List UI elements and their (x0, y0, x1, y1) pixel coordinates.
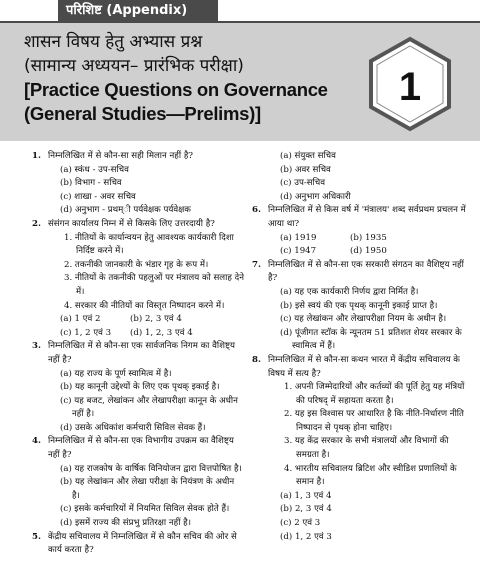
statement: 4. सरकार की नीतियों का विस्तृत निष्पादन करने में। (64, 300, 225, 311)
appendix-tab: परिशिष्ट (Appendix) (58, 0, 218, 21)
option: (d) 1, 2, 3 एवं 4 (130, 327, 193, 338)
left-column (32, 150, 244, 558)
question-1 (32, 150, 244, 218)
title-hindi-line-1: शासन विषय हेतु अभ्यास प्रश्न (24, 32, 203, 52)
statement: 3. यह केंद्र सरकार के सभी मंत्रालयों और विभागों की समग्रता है। (284, 436, 449, 461)
option: (d) अनुभाग अधिकारी (280, 191, 351, 202)
option: (a) 1 एवं 2 (60, 314, 101, 325)
question-text: निम्नलिखित में से कौन-सा कथन भारत में केंद्रीय सचिवालय के विषय में सत्य है? (268, 354, 460, 379)
question-8 (252, 354, 470, 544)
question-text: संसंगन कार्यालय निम्न में से किसके लिए उत्तरदायी है? (48, 218, 215, 229)
option: (d) पूंजीगत स्टॉक के न्यूनतम 51 प्रतिशत शेयर सरकार के स्वामित्व में हैं। (280, 327, 462, 352)
statement: 2. तकनीकी जानकारी के भंडार गृह के रूप में। (64, 259, 209, 270)
question-text: निम्नलिखित में से कौन-सा एक विभागीय उपक्रम का वैशिष्ट्य नहीं है? (48, 436, 234, 461)
option: (d) इसमें राज्य की संप्रभु प्रतिरक्षा नहीं है। (60, 518, 191, 529)
title-hindi-line-2: (सामान्य अध्ययन– प्रारंभिक परीक्षा) (24, 56, 244, 76)
question-2 (32, 218, 244, 340)
question-3 (32, 340, 244, 435)
option-row (48, 313, 244, 327)
option-row (268, 232, 470, 246)
question-number: 3. (32, 341, 41, 352)
option: (b) इसे स्वयं की एक पृथक् कानूनी इकाई प्राप्त है। (280, 300, 438, 311)
statement: 1. नीतियों के कार्यान्वयन हेतु आवश्यक कार्यकारी दिशा निर्दिष्ट करने में। (64, 232, 234, 257)
question-number: 1. (32, 151, 41, 161)
question-text: निम्नलिखित में से कौन-सा सही मिलान नहीं है? (48, 151, 193, 161)
option: (b) 1935 (350, 232, 387, 243)
option: (a) यह एक कार्यकारी निर्णय द्वारा निर्मित है। (280, 286, 419, 297)
question-number: 2. (32, 218, 41, 229)
right-column (252, 150, 470, 544)
title-english-line-1: [Practice Questions on Governance (24, 79, 328, 100)
option: (d) 1, 2 एवं 3 (280, 531, 332, 542)
option: (b) यह लेखांकन और लेखा परीक्षा के नियंत्रण के अधीन है। (60, 477, 235, 501)
option: (a) यह राजकोष के वार्षिक विनियोजन द्वारा वित्तपोषित है। (60, 463, 242, 474)
statement: 3. नीतियों के तकनीकी पहलुओं पर मंत्रालय को सलाह देने में। (64, 273, 244, 297)
chapter-title (24, 30, 354, 126)
option: (c) 2 एवं 3 (280, 518, 321, 529)
option: (a) स्कंध - उप-सचिव (60, 164, 129, 175)
option: (c) इसके कर्मचारियों में नियमित सिविल सेवक होते हैं। (60, 504, 230, 515)
option: (d) अनुभाग - प्रथम्‌ी पर्यवेक्षक पर्यवेक्षक (60, 205, 191, 216)
question-5 (32, 531, 244, 558)
question-number: 4. (32, 436, 41, 447)
statement: 1. अपनी जिम्मेदारियों और कर्तव्यों की पूर्ति हेतु यह मंत्रियों की परिषद् में सहायता करता है। (284, 382, 465, 406)
option: (c) 1947 (280, 246, 317, 257)
question-6 (252, 204, 470, 258)
option-row (48, 327, 244, 341)
question-7 (252, 259, 470, 354)
option: (b) 2, 3 एवं 4 (130, 314, 182, 325)
option: (a) यह राज्य के पूर्ण स्वामित्व में है। (60, 368, 172, 379)
option: (c) यह लेखांकन और लेखापरीक्षा नियम के अधीन है। (280, 314, 447, 325)
question-text: निम्नलिखित में से कौन-सा एक सरकारी संगठन का वैशिष्ट्य नहीं है? (268, 259, 464, 284)
question-number: 8. (252, 354, 261, 365)
question-number: 5. (32, 531, 41, 542)
option: (c) उप-सचिव (280, 178, 326, 189)
option: (d) 1950 (350, 246, 387, 257)
option: (a) 1919 (280, 232, 317, 243)
title-english-line-2: (General Studies—Prelims)] (24, 103, 261, 124)
option: (a) संयुक्त सचिव (280, 151, 336, 161)
option: (d) उसके अधिकांश कर्मचारी सिविल सेवक हैं। (60, 422, 206, 433)
chapter-number: 1 (398, 65, 422, 109)
option: (b) विभाग - सचिव (60, 178, 122, 189)
option: (c) शाखा - अवर सचिव (60, 191, 136, 202)
statement: 4. भारतीय सचिवालय ब्रिटिश और स्वीडिश प्रणालियों के समान है। (284, 463, 457, 488)
option: (a) 1, 3 एवं 4 (280, 490, 332, 501)
option: (b) यह कानूनी उद्देश्यों के लिए एक पृथक् इकाई है। (60, 382, 220, 393)
option: (c) 1, 2 एवं 3 (60, 327, 112, 338)
question-4 (32, 435, 244, 530)
option-row (268, 245, 470, 259)
option: (b) अवर सचिव (280, 164, 331, 175)
option: (c) यह बजट, लेखांकन और लेखापरीक्षा कानून के अधीन नहीं है। (60, 395, 238, 420)
chapter-number-hexagon (368, 36, 452, 132)
option: (b) 2, 3 एवं 4 (280, 504, 332, 515)
statement: 2. यह इस विश्वास पर आधारित है कि नीति-निर्धारण नीति निष्पादन से पृथक् होना चाहिए। (284, 409, 464, 433)
question-number: 6. (252, 205, 261, 216)
question-5-options (252, 150, 470, 204)
question-number: 7. (252, 259, 261, 270)
question-text: निम्नलिखित में से कौन-सा एक सार्वजनिक निगम का वैशिष्ट्य नहीं है? (48, 341, 235, 365)
question-text: केंद्रीय सचिवालय में निम्नलिखित में से कौन सचिव की ओर से कार्य करता है? (48, 531, 237, 556)
question-text: निम्नलिखित में से किस वर्ष में 'मंत्रालय' शब्द सर्वप्रथम प्रचलन में आया था? (268, 205, 466, 229)
